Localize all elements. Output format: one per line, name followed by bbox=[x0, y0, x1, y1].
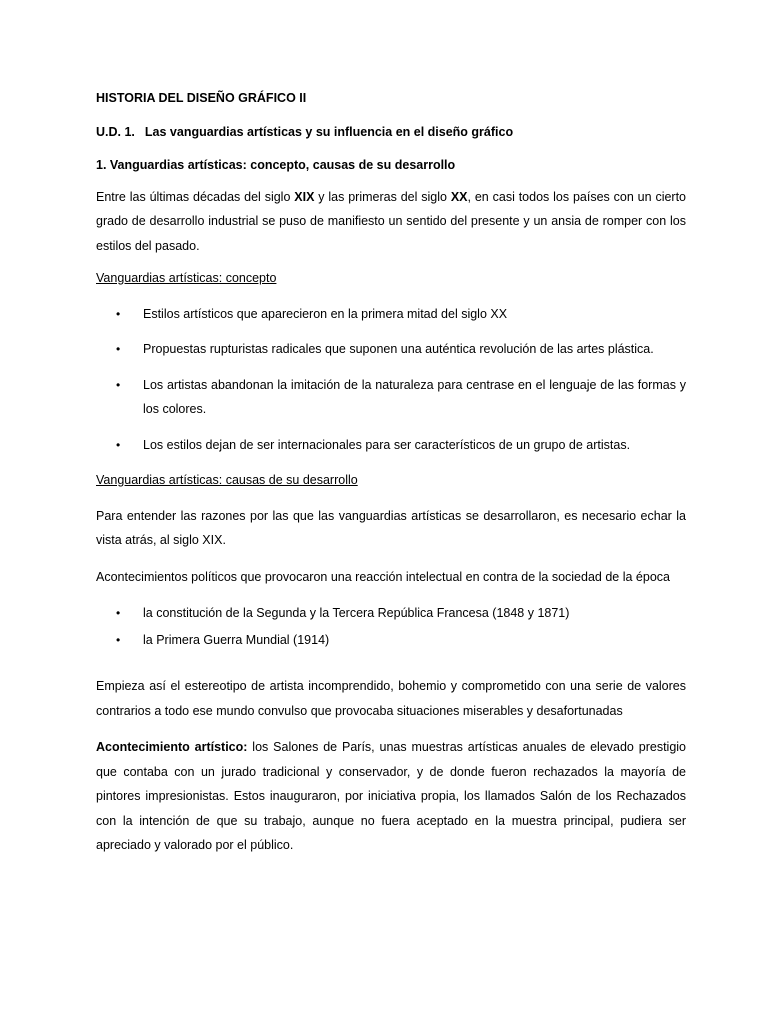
intro-text-1: Entre las últimas décadas del siglo bbox=[96, 189, 295, 204]
artist-paragraph: Empieza así el estereotipo de artista incomprendido, bohemio y comprometido con una serie de valores contrarios a todo ese mundo convulso que provocaba situaciones miserables y desafortunadas bbox=[96, 679, 686, 718]
list-item bbox=[96, 337, 686, 362]
list-item-text: Estilos artísticos que aparecieron en la primera mitad del siglo XX bbox=[143, 306, 508, 321]
document-page bbox=[96, 86, 686, 858]
list-item-text: Los estilos dejan de ser internacionales para ser característicos de un grupo de artistas. bbox=[143, 437, 631, 452]
list-item-text: la Primera Guerra Mundial (1914) bbox=[143, 632, 330, 647]
bullet-icon: • bbox=[116, 306, 121, 321]
list-item-text: la constitución de la Segunda y la Tercera República Francesa (1848 y 1871) bbox=[143, 606, 570, 620]
intro-bold-xix: XIX bbox=[294, 189, 315, 204]
bullet-icon: • bbox=[116, 632, 121, 647]
list-item bbox=[96, 628, 686, 653]
political-list bbox=[96, 601, 686, 652]
unit-heading bbox=[96, 120, 686, 145]
causes-heading: Vanguardias artísticas: causas de su desarrollo bbox=[96, 473, 358, 487]
bullet-icon: • bbox=[116, 342, 121, 356]
list-item bbox=[96, 373, 686, 422]
bullet-icon: • bbox=[116, 437, 121, 452]
unit-title: Las vanguardias artísticas y su influencia en el diseño gráfico bbox=[144, 124, 514, 139]
causes-intro-paragraph: Para entender las razones por las que las vanguardias artísticas se desarrollaron, es necesario echar la vista atrás, al siglo XIX. bbox=[96, 508, 686, 547]
intro-paragraph bbox=[96, 185, 686, 259]
intro-text-2: y las primeras del siglo bbox=[314, 189, 451, 204]
list-item bbox=[96, 601, 686, 626]
intro-text-3: , en casi todos los países con un cierto grado de desarrollo industrial se puso de manifiesto un sentido del presente y un ansia de romper con los estilos del pasado. bbox=[96, 189, 687, 253]
list-item bbox=[96, 433, 686, 458]
unit-code: U.D. 1. bbox=[96, 124, 135, 139]
artistic-event-paragraph bbox=[96, 735, 686, 858]
concept-heading: Vanguardias artísticas: concepto bbox=[96, 271, 277, 285]
document-title: HISTORIA DEL DISEÑO GRÁFICO II bbox=[96, 91, 307, 105]
concept-list bbox=[96, 302, 686, 458]
artistic-event-text: los Salones de París, unas muestras artísticas anuales de elevado prestigio que contaba con un jurado tradicional y conservador, y de donde fueron rechazados la mayoría de pintores impresionistas. Estos inauguraron, por iniciativa propia, los llamados Salón de los Rechazados con la intención de que su trabajo, aunque no fuera aceptado en la muestra principal, pudiera ser apreciado y valorado por el público. bbox=[96, 740, 686, 852]
bullet-icon: • bbox=[116, 377, 121, 392]
list-item-text: Propuestas rupturistas radicales que suponen una auténtica revolución de las artes plástica. bbox=[143, 342, 654, 356]
intro-bold-xx: XX bbox=[450, 189, 468, 204]
list-item bbox=[96, 302, 686, 327]
list-item-text: Los artistas abandonan la imitación de la naturaleza para centrase en el lenguaje de las formas y los colores. bbox=[143, 377, 686, 416]
section-title: 1. Vanguardias artísticas: concepto, causas de su desarrollo bbox=[96, 158, 456, 172]
bullet-icon: • bbox=[116, 606, 121, 620]
political-events-paragraph: Acontecimientos políticos que provocaron una reacción intelectual en contra de la sociedad de la época bbox=[96, 569, 670, 584]
artistic-event-label: Acontecimiento artístico: bbox=[96, 740, 248, 754]
